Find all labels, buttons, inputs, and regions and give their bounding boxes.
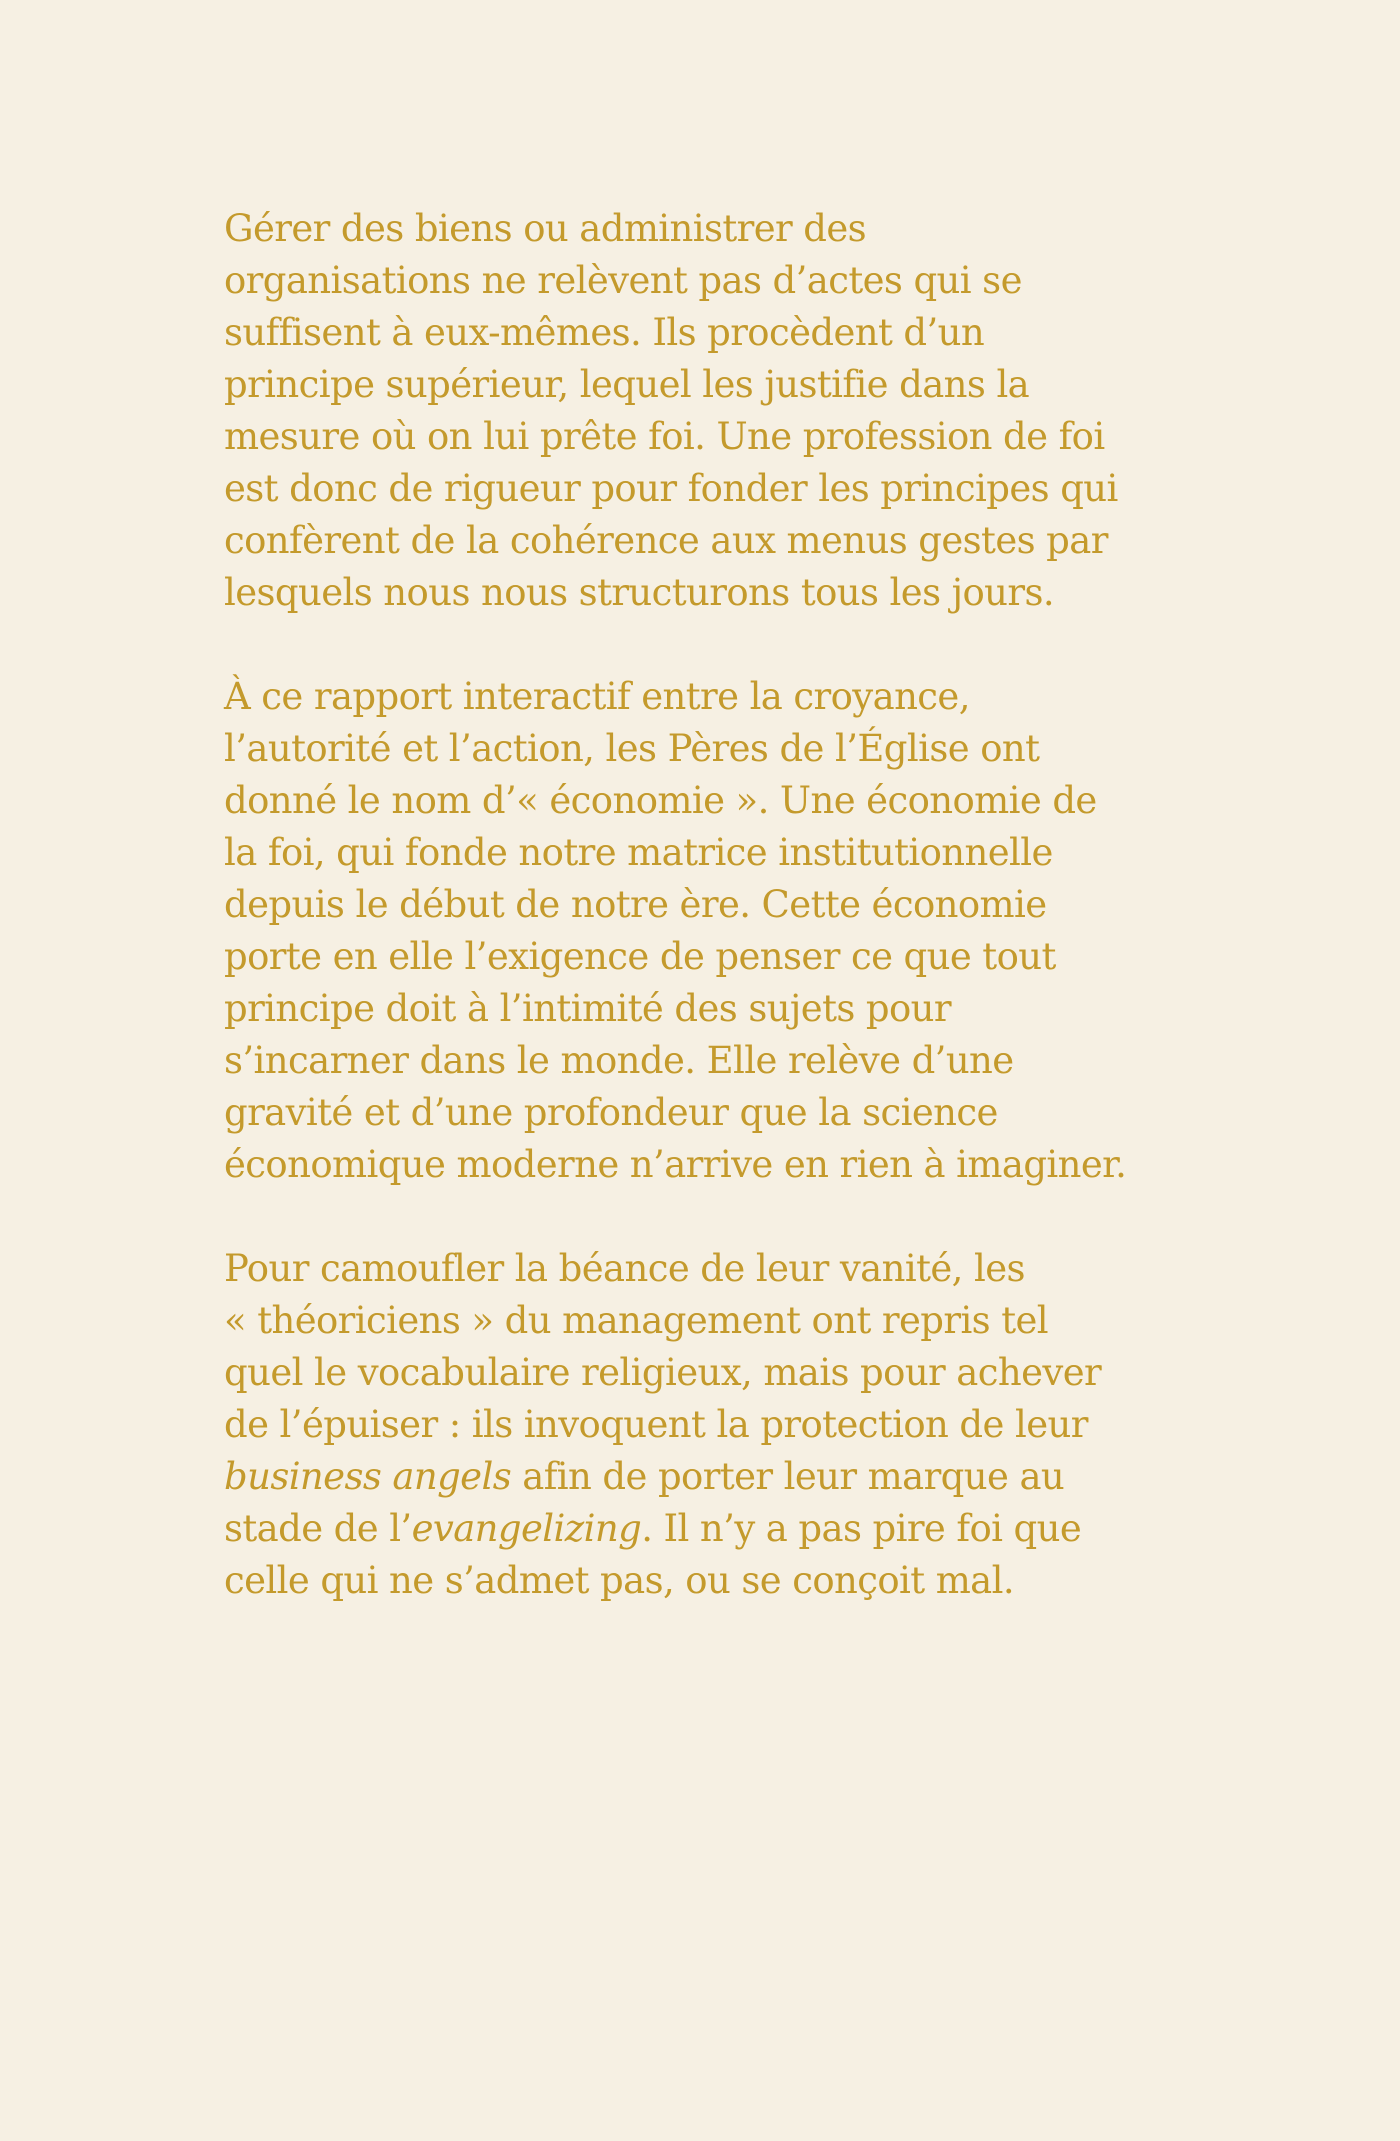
text-line: principe doit à l’intimité des sujets pour [224,987,951,1030]
text-line: lesquels nous nous structurons tous les jours. [224,571,1055,614]
text-line: porte en elle l’exigence de penser ce que tout [224,935,1056,978]
text-line: celle qui ne s’admet pas, ou se conçoit mal. [224,1559,1015,1602]
text-line: de l’épuiser : ils invoquent la protection de leur [224,1403,1088,1446]
paragraph-3 [224,1243,1224,1607]
paragraph-spacer [224,619,1224,671]
text-line: l’autorité et l’action, les Pères de l’Église ont [224,727,1040,770]
text-page [224,203,1224,1703]
text-line: principe supérieur, lequel les justifie dans la [224,363,1030,406]
line-text: . Il n’y a pas pire foi que [641,1507,1082,1550]
text-line: donné le nom d’« économie ». Une économie de [224,779,1097,822]
text-line-mixed [224,1503,1224,1555]
text-line: mesure où on lui prête foi. Une profession de foi [224,415,1105,458]
text-line: la foi, qui fonde notre matrice institutionnelle [224,831,1053,874]
italic-phrase: evangelizing [411,1507,642,1550]
text-line: gravité et d’une profondeur que la science [224,1091,998,1134]
line-text: stade de l’ [224,1507,412,1550]
text-line: Pour camoufler la béance de leur vanité, les [224,1247,1025,1290]
italic-phrase: business angels [224,1455,512,1498]
text-line: organisations ne relèvent pas d’actes qui se [224,259,1022,302]
text-line-mixed [224,1451,1224,1503]
paragraph-spacer [224,1191,1224,1243]
text-line: confèrent de la cohérence aux menus gestes par [224,519,1108,562]
text-line: Gérer des biens ou administrer des [224,207,867,250]
text-line: économique moderne n’arrive en rien à imaginer. [224,1143,1127,1186]
text-line: s’incarner dans le monde. Elle relève d’une [224,1039,1014,1082]
paragraph-2 [224,671,1224,1191]
text-line: est donc de rigueur pour fonder les principes qui [224,467,1118,510]
line-text: afin de porter leur marque au [511,1455,1065,1498]
text-line: quel le vocabulaire religieux, mais pour achever [224,1351,1102,1394]
text-line: depuis le début de notre ère. Cette économie [224,883,1047,926]
text-line: suffisent à eux-mêmes. Ils procèdent d’un [224,311,985,354]
text-line: À ce rapport interactif entre la croyance, [224,675,970,718]
paragraph-1 [224,203,1224,619]
text-line: « théoriciens » du management ont repris tel [224,1299,1049,1342]
